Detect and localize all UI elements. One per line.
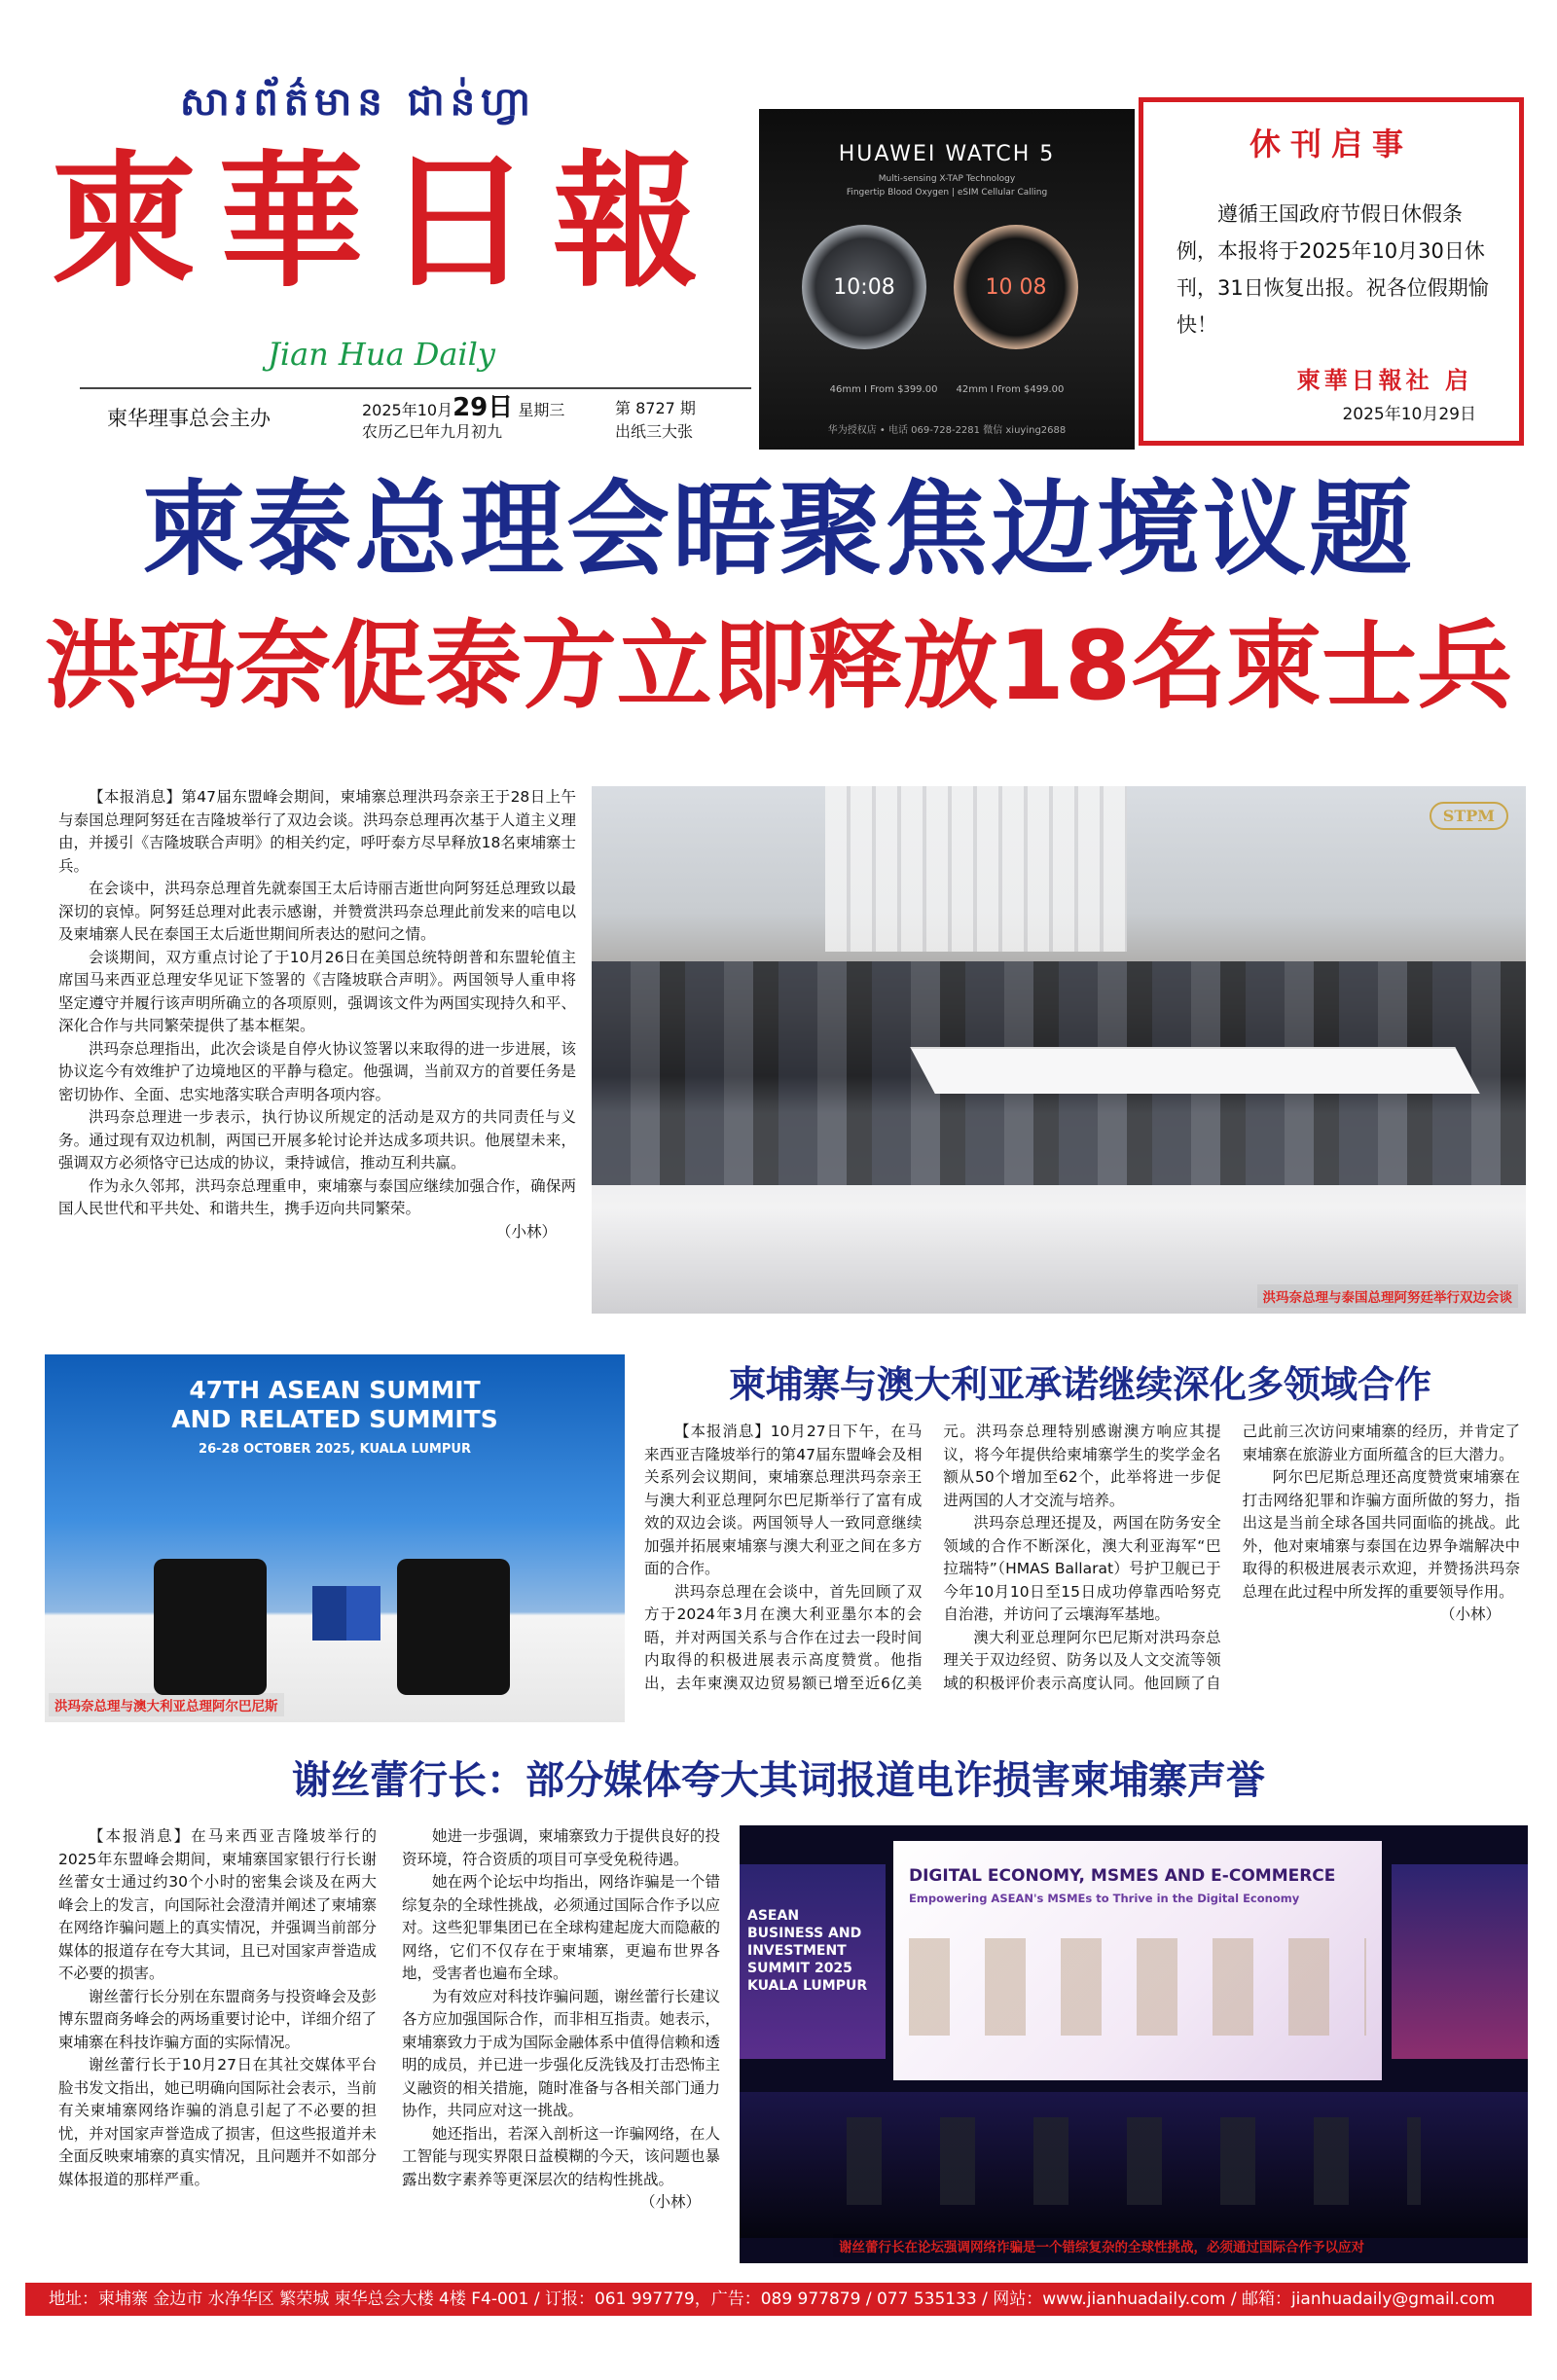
ad-tagline	[759, 172, 1135, 199]
footer-contact-bar: 地址：柬埔寨 金边市 水净华区 繁荣城 柬华总会大楼 4楼 F4-001 / 订报：061 997779，广告：089 977879 / 077 535133 / 网站：www.jianhuadaily.com / 邮箱：jianhuadaily@gmail.com	[25, 2283, 1532, 2316]
photo-side-banner-left: ASEAN BUSINESS AND INVESTMENT SUMMIT 2025 KUALA LUMPUR	[740, 1864, 886, 2059]
main-subheadline[interactable]: 洪玛奈促泰方立即释放18名柬士兵	[44, 611, 1513, 722]
issue-no: 第 8727 期	[615, 399, 696, 417]
screen-title: DIGITAL ECONOMY, MSMES AND E-COMMERCE	[909, 1866, 1336, 1886]
newspaper-logo: 柬華日報	[51, 136, 721, 307]
ad-prices	[759, 384, 1135, 395]
masthead-info-line	[80, 387, 751, 450]
article-3-paragraph: 谢丝蕾行长分别在东盟商务与投资峰会及彭博东盟商务峰会的两场重要讨论中，详细介绍了柬埔寨在科技诈骗方面的实际情况。	[58, 1987, 377, 2051]
article-1-byline: （小林）	[495, 1222, 557, 1241]
armchair-left	[154, 1559, 267, 1695]
ad-brand: HUAWEI WATCH 5	[838, 142, 1056, 166]
article-2-paragraph: 洪玛奈总理在会谈中，首先回顾了双方于2024年3月在澳大利亚墨尔本的会晤，并对两国关系与合作在过去一段时间内取得的积极进展表示高度赞赏。他指出，去年柬澳双边贸易额已增至近6亿美元。洪玛奈总理特别感谢澳方响应其提议，将今年提供给柬埔寨学生的奖学金名额从50个增加至62个，此举将进一步促进两国的人才交流与培养。	[644, 1423, 1221, 1692]
ad-tagline-2: Fingertip Blood Oxygen | eSIM Cellular Calling	[846, 188, 1048, 198]
article-1-paragraph: 作为永久邻邦，洪玛奈总理重申，柬埔寨与泰国应继续加强合作，确保两国人民世代和平共处、和谐共生，携手迈向共同繁荣。	[58, 1176, 576, 1217]
screen-speaker-portraits	[909, 1938, 1366, 2036]
article-3-paragraph: 为有效应对科技诈骗问题，谢丝蕾行长建议各方应加强国际合作，而非相互指责。她表示，柬埔寨致力于成为国际金融体系中值得信赖和透明的成员，并已进一步强化反洗钱及打击恐怖主义融资的相关措施，随时准备与各相关部门通力协作，共同应对这一挑战。	[402, 1987, 720, 2119]
photo-caption: 洪玛奈总理与泰国总理阿努廷举行双边会谈	[1257, 1284, 1519, 1308]
ad-tagline-1: Multi-sensing X-TAP Technology	[878, 174, 1016, 184]
issue-number	[615, 397, 696, 444]
article-2-text	[644, 1421, 1520, 1728]
photo-ceiling	[825, 786, 1127, 952]
stpm-logo: STPM	[1430, 802, 1508, 830]
article-1-text	[58, 786, 576, 1312]
forum-panel-photo[interactable]	[740, 1825, 1528, 2263]
article-3-byline: （小林）	[639, 2193, 701, 2211]
huawei-watch-ad[interactable]	[759, 109, 1135, 450]
article-3-text	[58, 1825, 720, 2269]
photo-caption: 洪玛奈总理与澳大利亚总理阿尔巴尼斯	[49, 1693, 284, 1716]
article-1-paragraph: 在会谈中，洪玛奈总理首先就泰国王太后诗丽吉逝世向阿努廷总理致以最深切的哀悼。阿努廷总理对此表示感谢，并赞赏洪玛奈总理此前发来的唁电以及柬埔寨人民在泰国王太后逝世期间所表达的慰问之情。	[58, 880, 576, 943]
date-prefix: 2025年10月	[362, 401, 453, 419]
watch-gold-image	[954, 225, 1078, 349]
australia-meeting-photo[interactable]	[45, 1354, 625, 1722]
article-2-paragraph: 【本报消息】10月27日下午，在马来西亚吉隆坡举行的第47届东盟峰会及相关系列会议期间，柬埔寨总理洪玛奈亲王与澳大利亚总理阿尔巴尼斯举行了富有成效的双边会谈。两国领导人一致同意继续加强并拓展柬埔寨与澳大利亚之间在多方面的合作。	[644, 1423, 923, 1577]
suspension-notice	[1139, 97, 1524, 446]
khmer-title: សារព័ត៌មាន ជាន់ហ្វា	[180, 80, 536, 125]
watch-silver-image	[802, 225, 926, 349]
summit-banner-line1: 47TH ASEAN SUMMIT	[189, 1376, 481, 1404]
article-3-title[interactable]: 谢丝蕾行长：部分媒体夸大其词报道电诈损害柬埔寨声誉	[292, 1757, 1265, 1803]
article-2-paragraph: 澳大利亚总理阿尔巴尼斯对洪玛奈总理关于双边经贸、防务以及人文交流等领域的积极评价表示高度认同。他回顾了自己此前三次访问柬埔寨的经历，并肯定了柬埔寨在旅游业方面所蕴含的巨大潜力。	[943, 1423, 1520, 1692]
notice-body: 遵循王国政府节假日休假条例，本报将于2025年10月30日休刊，31日恢复出报。祝各位假期愉快！	[1177, 202, 1489, 337]
article-2-paragraph: 阿尔巴尼斯总理还高度赞赏柬埔寨在打击网络犯罪和诈骗方面所做的努力，指出这是当前全球各国共同面临的挑战。此外，他对柬埔寨与泰国在边界争端解决中取得的积极进展表示欢迎，并赞扬洪玛奈总理在此过程中所发挥的重要领导作用。	[1242, 1468, 1520, 1601]
notice-date: 2025年10月29日	[1342, 405, 1476, 424]
panelists	[847, 2117, 1421, 2205]
ad-watches-image	[759, 205, 1135, 380]
weekday: 星期三	[518, 401, 565, 419]
article-1-paragraph: 洪玛奈总理指出，此次会谈是自停火协议签署以来取得的进一步进展，该协议迄今有效维护了边境地区的平静与稳定。他强调，当前双方的首要任务是密切协作、全面、忠实地落实联合声明各项内容。	[58, 1039, 576, 1103]
forum-screen	[893, 1841, 1382, 2080]
article-2-paragraph: 洪玛奈总理还提及，两国在防务安全领域的合作不断深化，澳大利亚海军“巴拉瑞特”（HMAS Ballarat）号护卫舰已于今年10月10日至15日成功停靠西哈努克自治港，并访问了云壤海军基地。	[943, 1514, 1221, 1623]
summit-banner-date: 26-28 OCTOBER 2025, KUALA LUMPUR	[199, 1442, 471, 1457]
summit-banner	[45, 1376, 625, 1434]
armchair-right	[397, 1559, 510, 1695]
article-2-byline: （小林）	[1439, 1605, 1501, 1623]
article-3-paragraph: 她进一步强调，柬埔寨致力于提供良好的投资环境，符合资质的项目可享受免税待遇。	[402, 1827, 720, 1868]
flags	[312, 1586, 380, 1641]
article-3-paragraph: 【本报消息】在马来西亚吉隆坡举行的2025年东盟峰会期间，柬埔寨国家银行行长谢丝蕾女士通过约30个小时的密集会谈及在两大峰会上的发言，向国际社会澄清并阐述了柬埔寨在网络诈骗问题上的真实情况，并强调当前部分媒体的报道存在夸大其词，且已对国家声誉造成不必要的损害。	[58, 1827, 377, 1982]
summit-banner-line2: AND RELATED SUMMITS	[171, 1405, 498, 1433]
main-headline[interactable]: 柬泰总理会晤聚焦边境议题	[142, 470, 1415, 590]
ad-price-2: 42mm I From $499.00	[956, 384, 1065, 395]
article-3-paragraph: 她在两个论坛中均指出，网络诈骗是一个错综复杂的全球性挑战，必须通过国际合作予以应对。这些犯罪集团已在全球构建起庞大而隐蔽的网络，它们不仅存在于柬埔寨，更遍布世界各地，受害者也遍布全球。	[402, 1873, 720, 1982]
newspaper-logo-pinyin: Jian Hua Daily	[268, 336, 495, 373]
issue-date	[362, 393, 565, 443]
page-count: 出纸三大张	[615, 422, 694, 441]
bilateral-meeting-photo[interactable]	[592, 786, 1526, 1314]
ad-contact: 华为授权店 • 电话 069-728-2281 微信 xiuying2688	[827, 425, 1067, 436]
photo-caption: 谢丝蕾行长在论坛强调网络诈骗是一个错综复杂的全球性挑战，必须通过国际合作予以应对	[833, 2234, 1370, 2257]
ad-price-1: 46mm I From $399.00	[829, 384, 938, 395]
publisher-host: 柬华理事总会主办	[107, 407, 271, 430]
article-3-paragraph: 谢丝蕾行长于10月27日在其社交媒体平台脸书发文指出，她已明确向国际社会表示，当前有关柬埔寨网络诈骗的消息引起了不必要的担忧，并对国家声誉造成了损害，但这些报道并未全面反映柬埔寨的真实情况，且问题并不如部分媒体报道的那样严重。	[58, 2056, 377, 2188]
article-1-paragraph: 会谈期间，双方重点讨论了于10月26日在美国总统特朗普和东盟轮值主席国马来西亚总理安华见证下签署的《吉隆坡联合声明》。两国领导人重申将坚定遵守并履行该声明所确立的各项原则，强调该文件为两国实现持久和平、深化合作与共同繁荣提供了基本框架。	[58, 948, 576, 1034]
date-day: 29日	[453, 393, 514, 422]
article-1-paragraph: 【本报消息】第47届东盟峰会期间，柬埔寨总理洪玛奈亲王于28日上午与泰国总理阿努廷在吉隆坡举行了双边会谈。洪玛奈总理再次基于人道主义理由，并援引《吉隆坡联合声明》的相关约定，呼吁泰方尽早释放18名柬埔寨士兵。	[58, 788, 576, 875]
photo-table	[910, 1047, 1480, 1094]
watch-face-2: 10 08	[985, 275, 1047, 300]
watch-face-1: 10:08	[833, 275, 895, 300]
photo-side-banner-right	[1392, 1864, 1528, 2059]
screen-subtitle: Empowering ASEAN's MSMEs to Thrive in the Digital Economy	[909, 1892, 1300, 1905]
article-2-title[interactable]: 柬埔寨与澳大利亚承诺继续深化多领域合作	[728, 1362, 1431, 1406]
article-3-paragraph: 她还指出，若深入剖析这一诈骗网络，在人工智能与现实界限日益模糊的今天，该问题也暴露出数字素养等更深层次的结构性挑战。	[402, 2124, 720, 2188]
notice-signature: 柬華日報社 启	[1296, 367, 1472, 394]
article-1-paragraph: 洪玛奈总理进一步表示，执行协议所规定的活动是双方的共同责任与义务。通过现有双边机制，两国已开展多轮讨论并达成多项共识。他展望未来，强调双方必须恪守已达成的协议，秉持诚信，推动互利共赢。	[58, 1108, 576, 1172]
lunar-date: 农历乙巳年九月初九	[362, 422, 503, 441]
notice-title: 休刊启事	[1249, 126, 1413, 162]
